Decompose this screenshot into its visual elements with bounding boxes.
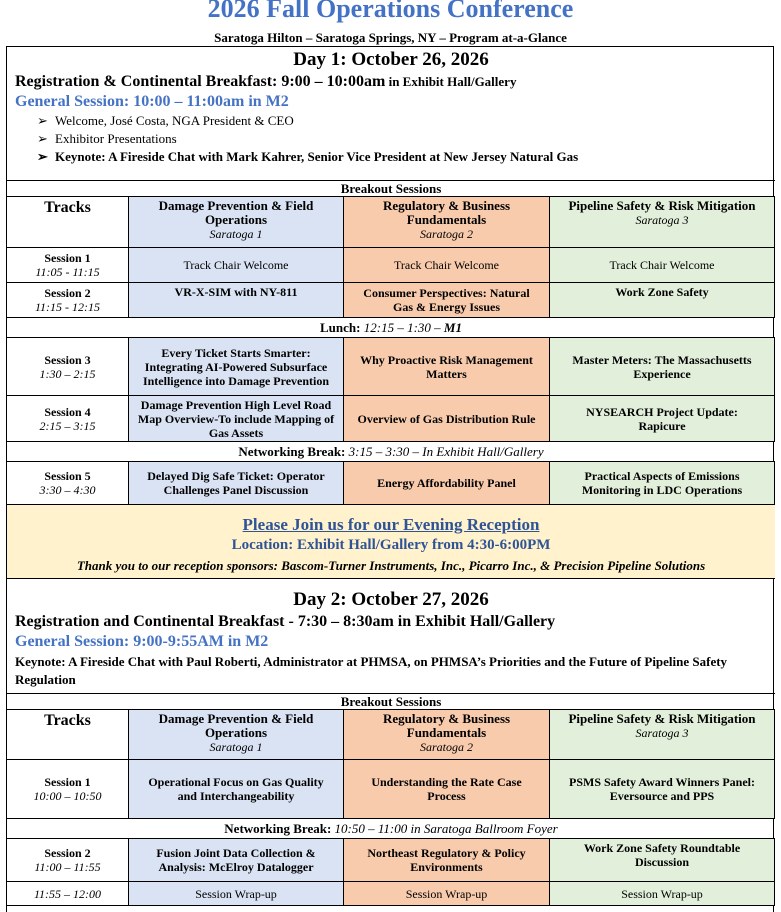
day2-track-3 [550, 710, 775, 760]
day1-s5-track3 [550, 462, 775, 505]
session-time: 11:55 – 12:00 [33, 886, 102, 901]
networking-label: Networking Break: [238, 444, 349, 459]
day1-lunch [7, 318, 775, 338]
session-title: Overview of Gas Distribution Rule [357, 411, 536, 426]
day2-session2-label [7, 839, 129, 882]
track-name: Pipeline Safety & Risk Mitigation [568, 198, 756, 213]
session-time: 3:30 – 4:30 [39, 483, 96, 497]
session-title: Northeast Regulatory & Policy Environments [367, 846, 526, 874]
session-title: Master Meters: The Massachusetts Experience [572, 352, 752, 381]
session-title: Session Wrap-up [405, 886, 488, 901]
conference-subtitle: Saratoga Hilton – Saratoga Springs, NY – Program at-a-Glance [214, 30, 567, 45]
session-title: Track Chair Welcome [609, 258, 715, 272]
arrow-bullet-icon: ➢ [37, 149, 48, 164]
day2-s1-track2 [344, 760, 550, 819]
day1-tracks-label: Tracks [7, 197, 129, 248]
session-time: 11:00 – 11:55 [34, 860, 101, 874]
session-title: Track Chair Welcome [393, 258, 499, 272]
day2-track-2 [344, 710, 550, 760]
day2-s2-track1 [129, 839, 344, 882]
track-room: Saratoga 3 [635, 726, 689, 740]
arrow-bullet-icon: ➢ [37, 131, 48, 146]
session-title: Damage Prevention High Level Road Map Overview-To include Mapping of Gas Assets [137, 397, 335, 440]
lunch-room: M1 [443, 320, 462, 335]
session-time: 11:05 - 11:15 [35, 265, 100, 279]
lunch-label: Lunch: [320, 320, 364, 335]
conference-title: 2026 Fall Operations Conference [207, 0, 574, 23]
track-name: Damage Prevention & Field Operations [158, 711, 314, 740]
session-title: Fusion Joint Data Collection & Analysis: McElroy Datalogger [156, 846, 316, 874]
reception-sponsors: Thank you to our reception sponsors: Bascom-Turner Instruments, Inc., Picarro Inc., & Precision Pipeline Solutions [76, 558, 706, 573]
arrow-bullet-icon: ➢ [37, 113, 48, 128]
bullet-text: Exhibitor Presentations [55, 131, 177, 146]
track-room: Saratoga 1 [209, 740, 263, 754]
day1-s5-track1 [129, 462, 344, 505]
day1-s4-track2 [344, 396, 550, 442]
day2-session1-label [7, 760, 129, 819]
day2-breakout-label: Breakout Sessions [7, 693, 775, 710]
session-label: Session 2 [44, 286, 91, 300]
session-time: 11:15 - 12:15 [34, 300, 101, 314]
session-title: Work Zone Safety Roundtable Discussion [583, 841, 741, 869]
session-label: Session 1 [44, 775, 91, 789]
networking-detail: 10:50 – 11:00 in Saratoga Ballroom Foyer [334, 821, 558, 836]
day1-bullet [37, 149, 578, 165]
day1-networking-break [7, 442, 775, 462]
general-session-time: 9:00-9:55AM in M2 [133, 633, 269, 650]
day2-registration: Registration and Continental Breakfast - 7:30 – 8:30am in Exhibit Hall/Gallery [15, 613, 556, 630]
session-title: PSMS Safety Award Winners Panel: Eversource and PPS [568, 775, 755, 803]
day2-wrapup-track2 [344, 882, 550, 906]
bullet-text: Welcome, José Costa, NGA President & CEO [55, 113, 294, 128]
day1-s2-track3 [550, 283, 775, 318]
day1-s3-track2 [344, 338, 550, 396]
day2-networking-break [7, 819, 775, 839]
program-frame [6, 46, 774, 912]
reception-title: Please Join us for our Evening Reception [242, 515, 540, 534]
session-label: Session 4 [44, 404, 91, 419]
session-title: NYSEARCH Project Update: Rapicure [586, 404, 738, 433]
track-room: Saratoga 2 [419, 227, 473, 241]
session-time: 1:30 – 2:15 [39, 366, 96, 381]
reception-location: Location: Exhibit Hall/Gallery from 4:30-6:00PM [231, 537, 551, 553]
day1-session5-label [7, 462, 129, 505]
track-name: Damage Prevention & Field Operations [158, 198, 314, 227]
session-label: Session 2 [44, 846, 91, 860]
session-title: Every Ticket Starts Smarter: Integrating AI-Powered Subsurface Intelligence into Damage Prevention [142, 345, 330, 388]
day2-heading: Day 2: October 27, 2026 [293, 589, 489, 610]
session-label: Session 3 [44, 352, 91, 367]
day1-s1-track2 [344, 248, 550, 283]
session-title: Delayed Dig Safe Ticket: Operator Challenges Panel Discussion [147, 469, 325, 497]
day2-general-session [15, 633, 268, 651]
day2-track-1 [129, 710, 344, 760]
track-room: Saratoga 3 [635, 213, 689, 227]
day2-s2-track2 [344, 839, 550, 882]
day1-s5-track2 [344, 462, 550, 505]
day1-registration-time: Registration & Continental Breakfast: 9:00 – 10:00am [15, 73, 386, 90]
day1-breakout-label: Breakout Sessions [7, 180, 775, 197]
day2-s1-track1 [129, 760, 344, 819]
day2-wrapup-track3 [550, 882, 775, 906]
session-title: Energy Affordability Panel [377, 476, 516, 490]
day1-s2-track1 [129, 283, 344, 318]
session-label: Session 1 [44, 251, 91, 265]
day1-track-1 [129, 197, 344, 248]
track-name: Pipeline Safety & Risk Mitigation [568, 711, 756, 726]
session-time: 10:00 – 10:50 [33, 789, 102, 803]
day1-registration [15, 73, 516, 91]
day1-s1-track3 [550, 248, 775, 283]
track-name: Regulatory & Business Fundamentals [382, 198, 511, 227]
networking-label: Networking Break: [224, 821, 335, 836]
day1-bullet [37, 113, 294, 129]
day1-track-2 [344, 197, 550, 248]
evening-reception-banner [7, 505, 775, 579]
day1-s3-track3 [550, 338, 775, 396]
session-title: Session Wrap-up [621, 886, 703, 901]
day1-s2-track2 [344, 283, 550, 318]
day1-track-3 [550, 197, 775, 248]
day1-session1-label [7, 248, 129, 283]
general-session-label: General Session: [15, 633, 134, 650]
track-name: Regulatory & Business Fundamentals [382, 711, 511, 740]
day1-s1-track1 [129, 248, 344, 283]
session-title: Consumer Perspectives: Natural Gas & Energy Issues [363, 286, 530, 314]
networking-detail: 3:15 – 3:30 – In Exhibit Hall/Gallery [348, 444, 544, 459]
session-title: Work Zone Safety [615, 285, 709, 299]
session-title: Understanding the Rate Case Process [371, 775, 522, 803]
lunch-time: 12:15 – 1:30 – [363, 320, 444, 335]
day2-wrapup-time [7, 882, 129, 906]
day2-wrapup-track1 [129, 882, 344, 906]
track-room: Saratoga 2 [419, 740, 473, 754]
session-title: Session Wrap-up [195, 886, 277, 901]
day1-s4-track1 [129, 396, 344, 442]
day2-s2-track3 [550, 839, 775, 882]
session-time: 2:15 – 3:15 [39, 418, 96, 433]
day1-session3-label [7, 338, 129, 396]
session-title: Operational Focus on Gas Quality and Interchangeability [148, 775, 324, 803]
day2-s1-track3 [550, 760, 775, 819]
session-title: Why Proactive Risk Management Matters [360, 352, 533, 381]
day1-registration-location: in Exhibit Hall/Gallery [385, 74, 517, 89]
day2-tracks-label: Tracks [7, 710, 129, 760]
day2-keynote: Keynote: A Fireside Chat with Paul Roberti, Administrator at PHMSA, on PHMSA’s Priorities and the Future of Pipeline Safety Regulation [15, 654, 728, 687]
session-title: VR-X-SIM with NY-811 [174, 285, 298, 299]
day1-bullet [37, 131, 177, 147]
session-title: Track Chair Welcome [183, 258, 289, 272]
session-label: Session 5 [44, 469, 91, 483]
bullet-text: Keynote: A Fireside Chat with Mark Kahrer, Senior Vice President at New Jersey Natural Gas [55, 149, 579, 164]
session-title: Practical Aspects of Emissions Monitoring in LDC Operations [581, 469, 743, 497]
track-room: Saratoga 1 [209, 227, 263, 241]
day1-session4-label [7, 396, 129, 442]
day1-s4-track3 [550, 396, 775, 442]
day1-s3-track1 [129, 338, 344, 396]
day1-session2-label [7, 283, 129, 318]
day1-general-session: General Session: 10:00 – 11:00am in M2 [15, 93, 289, 110]
day1-heading: Day 1: October 26, 2026 [293, 49, 489, 70]
